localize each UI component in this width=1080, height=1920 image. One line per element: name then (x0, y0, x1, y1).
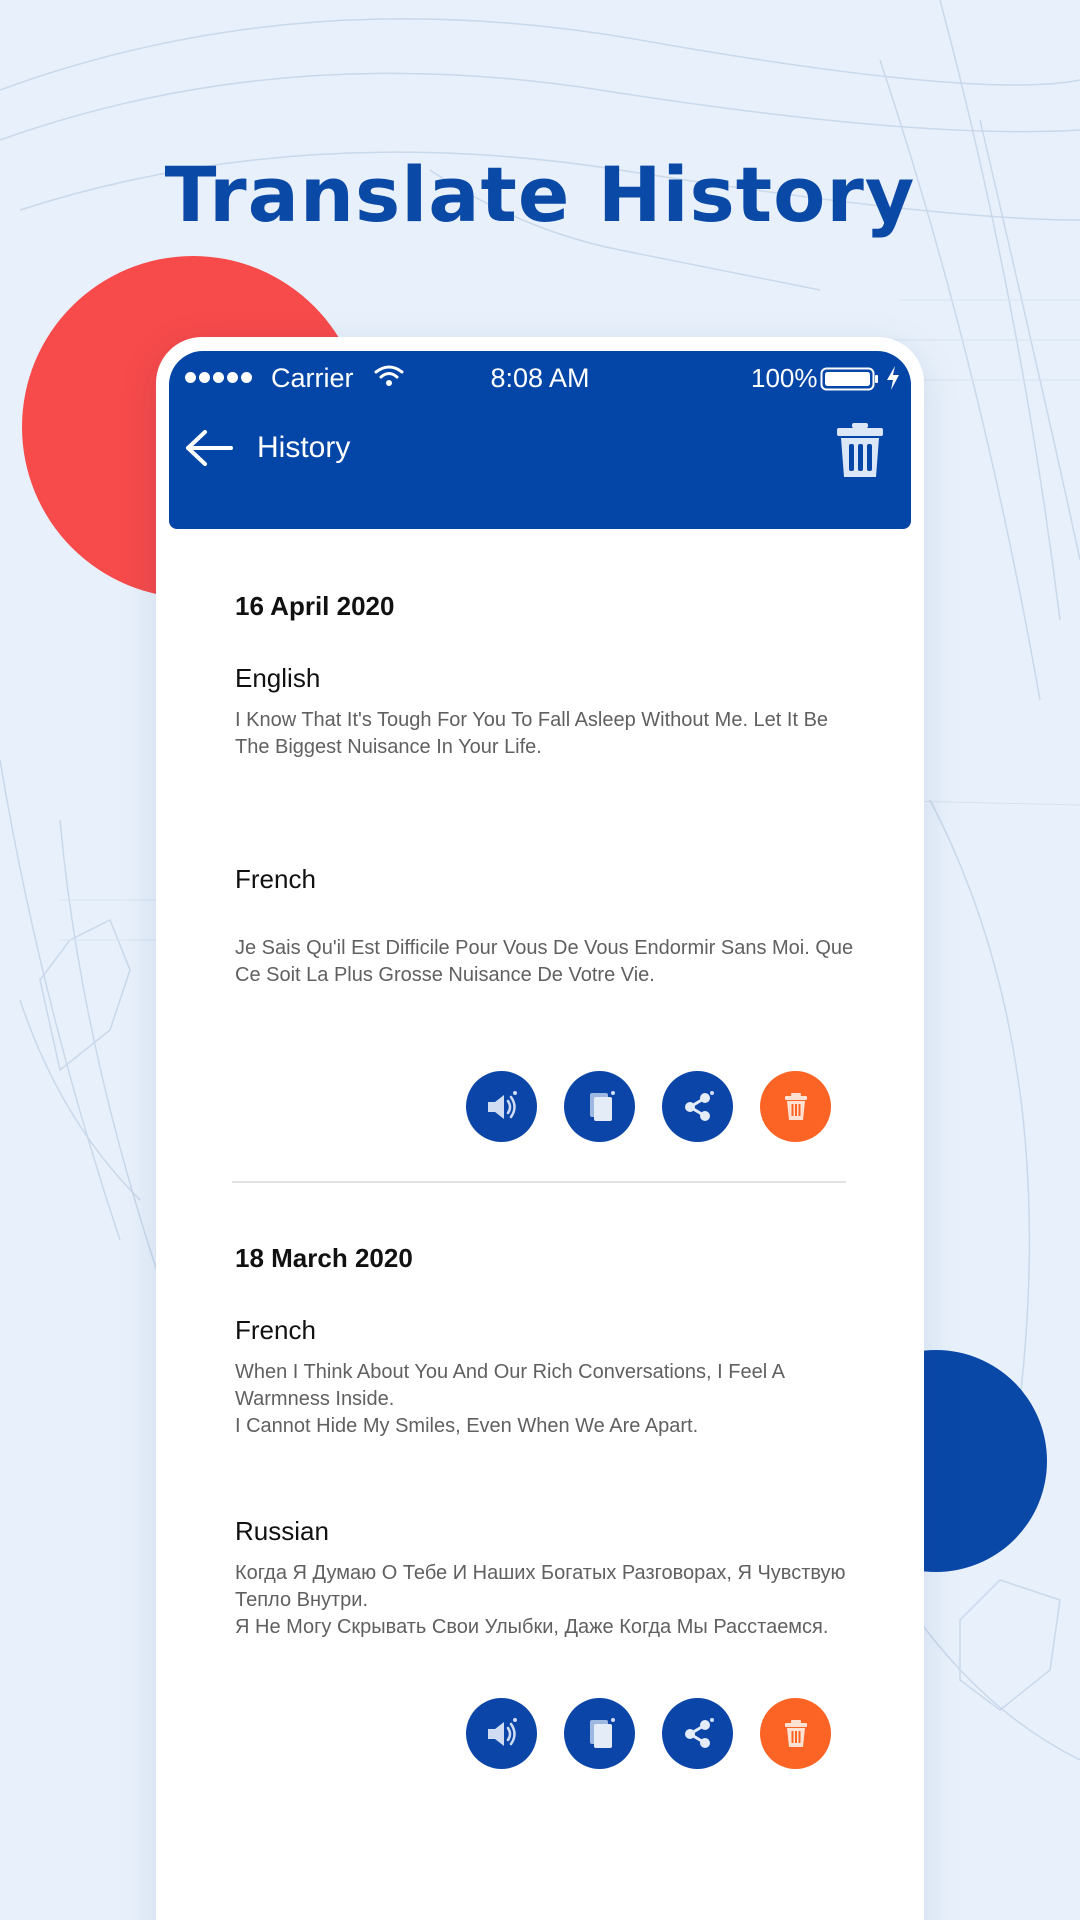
promo-title: Translate History (164, 150, 916, 239)
trash-icon (776, 1087, 816, 1127)
charging-icon (885, 365, 901, 391)
copy-button[interactable] (564, 1698, 635, 1769)
source-text: When I Think About You And Our Rich Conversations, I Feel A Warmness Inside. I Cannot Hide My Smiles, Even When We Are Apart. (235, 1361, 784, 1437)
phone-frame (156, 337, 924, 1920)
back-arrow-icon[interactable] (183, 428, 235, 468)
carrier-label: Carrier (271, 363, 354, 393)
app-header (169, 351, 911, 529)
source-language-label: French (235, 1315, 316, 1345)
entry-actions (466, 1698, 831, 1769)
copy-button[interactable] (564, 1071, 635, 1142)
target-text: Je Sais Qu'il Est Difficile Pour Vous De Vous Endormir Sans Moi. Que Ce Soit La Plus Grosse Nuisance De Votre Vie. (235, 937, 854, 986)
entry-divider (232, 1181, 846, 1183)
target-language-label: Russian (235, 1516, 329, 1546)
source-language-label: English (235, 663, 321, 693)
copy-icon (580, 1714, 620, 1754)
battery-icon (820, 367, 880, 391)
delete-entry-button[interactable] (760, 1698, 831, 1769)
share-icon (678, 1087, 718, 1127)
entry-date: 18 March 2020 (235, 1243, 413, 1273)
status-bar (169, 351, 911, 401)
trash-icon (776, 1714, 816, 1754)
copy-icon (580, 1087, 620, 1127)
battery-percentage: 100% (751, 363, 818, 393)
share-button[interactable] (662, 1071, 733, 1142)
entry-actions (466, 1071, 831, 1142)
speaker-icon (482, 1087, 522, 1127)
source-text: I Know That It's Tough For You To Fall Asleep Without Me. Let It Be The Biggest Nuisance In Your Life. (235, 709, 829, 758)
speak-button[interactable] (466, 1698, 537, 1769)
share-button[interactable] (662, 1698, 733, 1769)
entry-date: 16 April 2020 (235, 591, 395, 621)
share-icon (678, 1714, 718, 1754)
target-language-label: French (235, 864, 316, 894)
status-time: 8:08 AM (490, 363, 590, 393)
delete-entry-button[interactable] (760, 1071, 831, 1142)
clear-history-trash-icon[interactable] (834, 421, 886, 479)
speaker-icon (482, 1714, 522, 1754)
target-text: Когда Я Думаю О Тебе И Наших Богатых Разговорах, Я Чувствую Тепло Внутри. Я Не Могу Скрывать Свои Улыбки, Даже Когда Мы Расстаемся. (235, 1562, 846, 1638)
header-title: History (257, 431, 351, 464)
speak-button[interactable] (466, 1071, 537, 1142)
